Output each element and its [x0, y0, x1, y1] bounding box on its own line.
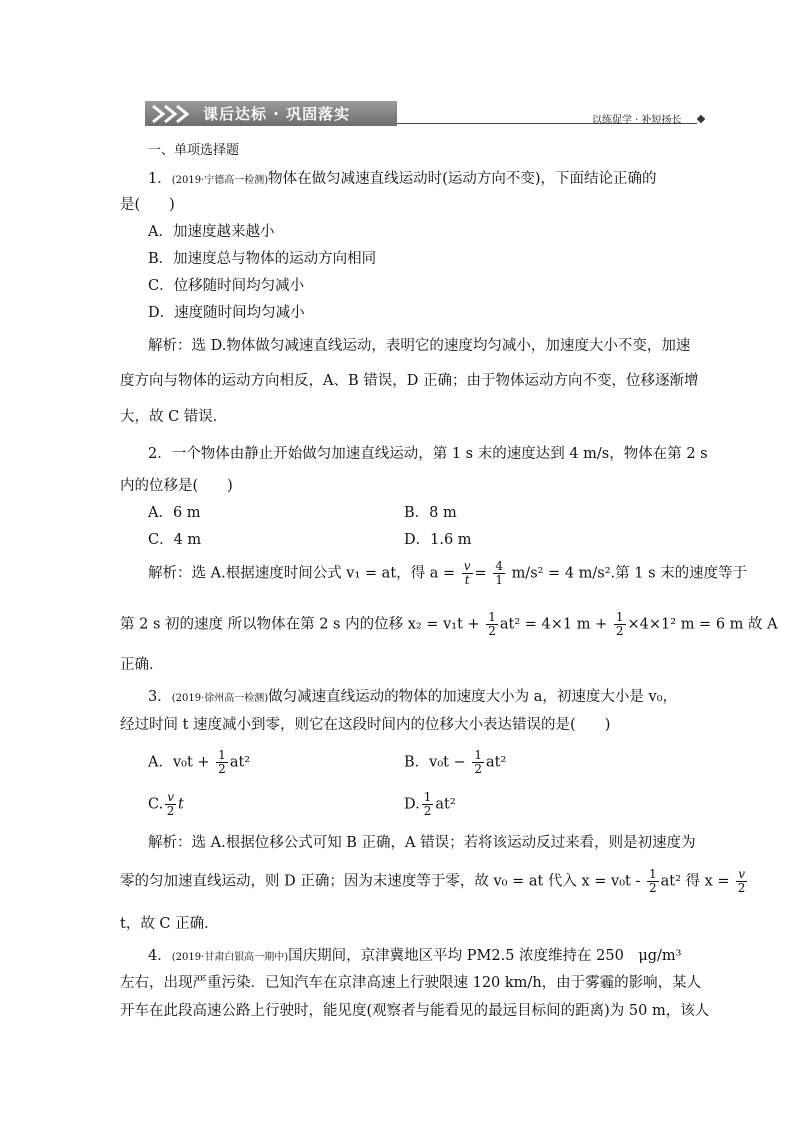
q4-line1: 4．(2019·甘肃白银高一期中)国庆期间，京津冀地区平均 PM2.5 浓度维持在 250 μg/m³	[148, 948, 682, 964]
header-slogan: 以练促学 · 补短扬长	[592, 115, 682, 126]
q3-option-a: A．v₀t + $\frac{1}{2}$ at²	[148, 748, 251, 776]
q1-line2: 是( )	[120, 197, 175, 213]
q1-option-b: B．加速度总与物体的运动方向相同	[148, 251, 377, 267]
q1-option-c: C．位移随时间均匀减小	[148, 278, 305, 294]
q3-analysis-1: 解析：选 A.根据位移公式可知 B 正确，A 错误；若将该运动反过来看，则是初速度为	[148, 835, 696, 851]
q2-analysis-1: 解析：选 A.根据速度时间公式 v₁ = at，得 a = $\frac{v}{t}$ = $\frac{4}{1}$ m/s² = 4 m/s².第 1 s 末的速度等于	[148, 559, 748, 587]
q3-source: (2019·徐州高一检测)	[171, 693, 269, 704]
fraction-half: $\frac{1}{2}$	[423, 790, 432, 818]
banner-title: 课后达标 · 巩固落实	[203, 105, 351, 123]
chevron-icon	[151, 104, 199, 124]
section-title: 一、单项选择题	[148, 143, 240, 158]
q2-analysis-2: 第 2 s 初的速度 所以物体在第 2 s 内的位移 x₂ = v₁t + $\frac{1}{2}$ at² = 4×1 m + $\frac{1}{2}$ ×4×1² m = 6 m 故 A	[120, 610, 778, 638]
q2-option-b: B．8 m	[404, 505, 457, 521]
fraction-4-over-1: $\frac{4}{1}$	[495, 559, 503, 587]
q3-option-d: D. $\frac{1}{2}$ at²	[404, 790, 456, 818]
q1-number: 1．	[148, 171, 172, 187]
q1-option-d: D．速度随时间均匀减小	[148, 305, 305, 321]
fraction-v-over-t: $\frac{v}{t}$	[463, 559, 471, 587]
fraction-v-over-2: $\frac{v}{2}$	[737, 867, 746, 895]
fraction-half: $\frac{1}{2}$	[218, 748, 226, 776]
q4-line3: 开车在此段高速公路上行驶时，能见度(观察者与能看见的最远目标间的距离)为 50 m，该人	[120, 1003, 710, 1019]
fraction-half: $\frac{1}{2}$	[474, 748, 482, 776]
q1-analysis-1: 解析：选 D.物体做匀减速直线运动，表明它的速度均匀减小，加速度大小不变，加速	[148, 338, 691, 354]
q4-source: (2019·甘肃白银高一期中)	[171, 952, 289, 963]
q3-line1: 3．(2019·徐州高一检测)做匀减速直线运动的物体的加速度大小为 a，初速度大小是 v₀，	[148, 689, 678, 705]
q2-option-a: A．6 m	[148, 505, 201, 521]
q3-option-b: B．v₀t − $\frac{1}{2}$ at²	[404, 748, 507, 776]
fraction-half: $\frac{1}{2}$	[615, 610, 624, 638]
q1-source: (2019·宁德高一检测)	[171, 175, 269, 186]
q3-line2: 经过时间 t 速度减小到零，则它在这段时间内的位移大小表达错误的是( )	[120, 717, 611, 733]
q1-option-a: A．加速度越来越小	[148, 224, 275, 240]
q1-analysis-2: 度方向与物体的运动方向相反，A、B 错误，D 正确；由于物体运动方向不变，位移逐渐增	[120, 373, 699, 389]
q4-line2: 左右，出现严重污染．已知汽车在京津高速上行驶限速 120 km/h，由于雾霾的影响，某人	[120, 975, 702, 991]
q3-analysis-3: t，故 C 正确．	[120, 916, 219, 932]
fraction-v-over-2: $\frac{v}{2}$	[166, 790, 175, 818]
section-banner	[145, 101, 397, 126]
q2-analysis-3: 正确．	[120, 657, 164, 673]
q1-analysis-3: 大，故 C 错误．	[120, 409, 228, 425]
q3-analysis-2: 零的匀加速直线运动，则 D 正确；因为末速度等于零，故 v₀ = at 代入 x = v₀t - $\frac{1}{2}$ at² 得 x = $\frac{v}{2}$	[120, 867, 746, 895]
q2-option-d: D．1.6 m	[404, 532, 472, 548]
fraction-half: $\frac{1}{2}$	[649, 867, 657, 895]
q2-line1: 2．一个物体由静止开始做匀加速直线运动，第 1 s 末的速度达到 4 m/s，物体在第 2 s	[148, 446, 708, 462]
fraction-half: $\frac{1}{2}$	[488, 610, 496, 638]
q3-option-c: C. $\frac{v}{2}$ t	[148, 790, 184, 818]
diamond-icon	[697, 115, 705, 123]
q1-stem: 物体在做匀减速直线运动时(运动方向不变)，下面结论正确的	[268, 171, 657, 187]
q1-line1	[148, 169, 656, 191]
q2-option-c: C．4 m	[148, 532, 202, 548]
q2-line2: 内的位移是( )	[120, 478, 233, 494]
